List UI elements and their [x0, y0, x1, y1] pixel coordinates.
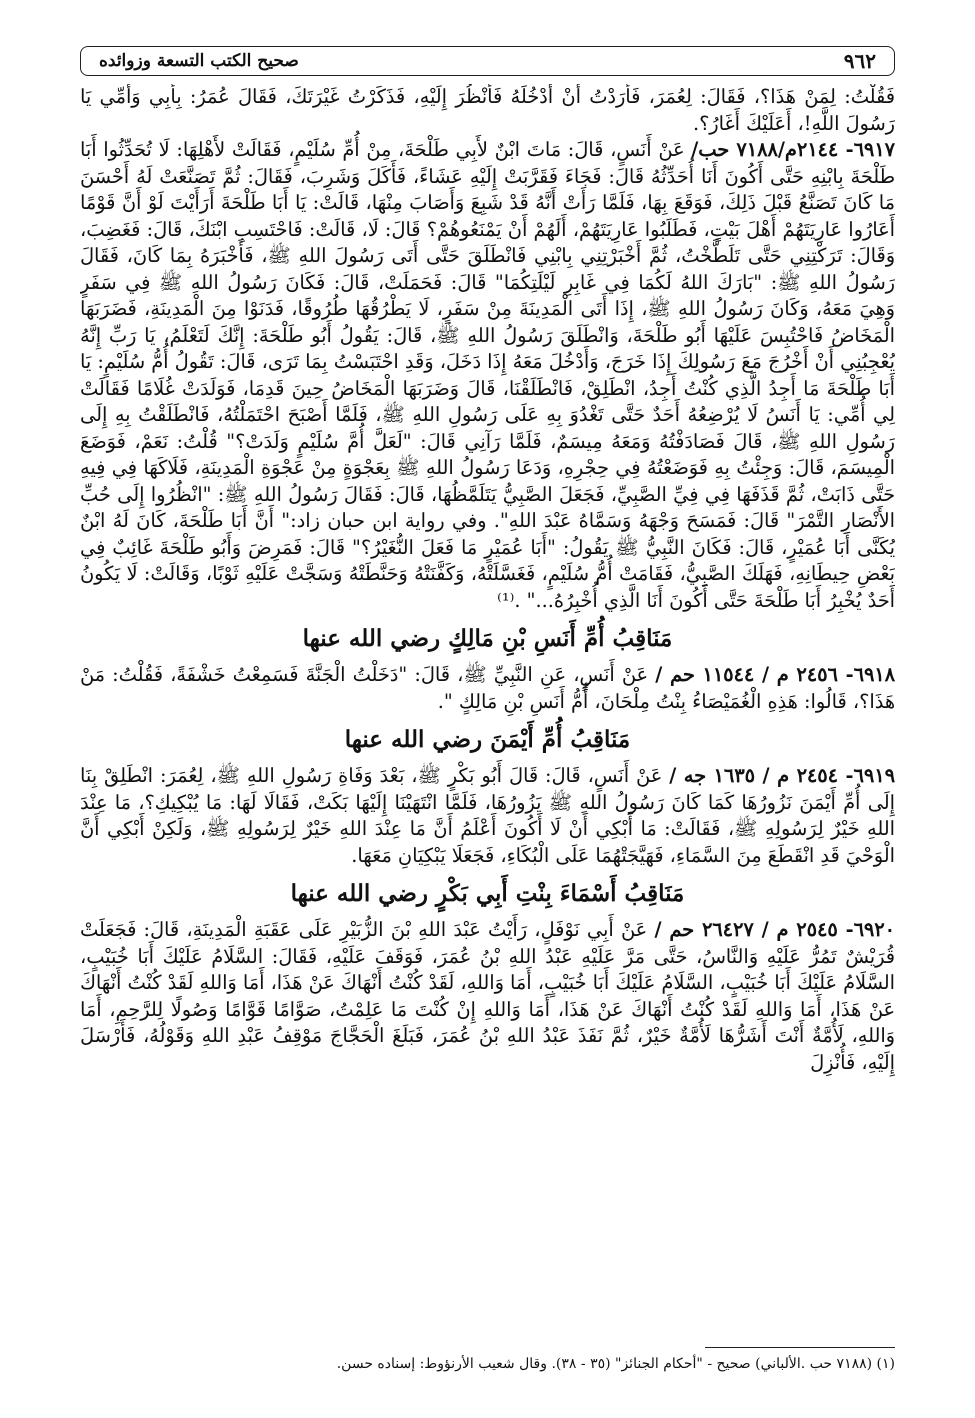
page-content [80, 84, 895, 1324]
hadith-6917 [80, 137, 895, 614]
page-number: ٩٦٢ [843, 49, 876, 73]
section-heading-asma: مَنَاقِبُ أَسْمَاءَ بِنْتِ أَبِي بَكْرٍ رضي الله عنها [290, 880, 685, 907]
hadith-6919-id: ٦٩١٩- ٢٤٥٤ م / ١٦٣٥ جه / [669, 764, 895, 787]
hadith-6917-id: ٦٩١٧- ٢١٤٤م/٧١٨٨ حب/ [691, 138, 895, 161]
hadith-6918-text: عَنْ أَنَسٍ، عَنِ النَّبِيِّ ﷺ، قَالَ: "دَخَلْتُ الْجَنَّةَ فَسَمِعْتُ خَشْفَةً، فَقُلْتُ: مَنْ هَذَا؟، قَالُوا: هَذِهِ الْغُمَيْصَاءُ بِنْتُ مِلْحَانَ، أُمُّ أَنَسِ بْنِ مَالِكٍ ". [80, 663, 895, 713]
hadith-6919 [80, 763, 895, 869]
section-heading-umm-anas: مَنَاقِبُ أُمِّ أَنَسِ بْنِ مَالِكٍ رضي الله عنها [302, 625, 673, 652]
hadith-prev-end-text: فَقُلْتُ: لِمَنْ هَذَا؟، فَقَالَ: لِعُمَرَ، فَأَرَدْتُ أَنْ أَدْخُلَهُ فَأَنْظُرَ إِلَيْهِ، فَذَكَرْتُ غَيْرَتَكَ، فَقَالَ عُمَرُ: بِأَبِي وَأُمِّي يَا رَسُولَ اللَّهِ!، أَعَلَيْكَ أَغَارُ؟. [80, 85, 895, 135]
page-header [80, 46, 895, 76]
hadith-6917-text: عَنْ أَنَسٍ، قَالَ: مَاتَ ابْنٌ لأَبِي طَلْحَةَ، مِنْ أُمِّ سُلَيْمٍ، فَقَالَتْ لأَهْلِهَا: لَا تُحَدِّثُوا أَبَا طَلْحَةَ بِابْنِهِ حَتَّى أَكُونَ أَنَا أُحَدِّثُهُ قَالَ: فَجَاءَ فَقَرَّبَتْ إِلَيْهِ عَشَاءً، فَأَكَلَ وَشَرِبَ، فَقَالَ: ثُمَّ تَصَنَّعَتْ لَهُ أَحْسَنَ مَا كَانَ تَصَنَّعُ قَبْلَ ذَلِكَ، فَوَقَعَ بِهَا، فَلَمَّا رَأَتْ أَنَّهُ قَدْ شَبِعَ وَأَصَابَ مِنْهَا، قَالَتْ: يَا أَبَا طَلْحَةَ أَرَأَيْتَ لَوْ أَنَّ قَوْمًا أَعَارُوا عَارِيَتَهُمْ أَهْلَ بَيْتٍ، فَطَلَبُوا عَارِيَتَهُمْ، أَلَهُمْ أَنْ يَمْنَعُوهُمْ؟ قَالَ: لَا، قَالَتْ: فَاحْتَسِبِ ابْنَكَ، قَالَ: فَغَضِبَ، وَقَالَ: تَرَكْتِنِي حَتَّى تَلَطَّخْتُ، ثُمَّ أَخْبَرْتِنِي بِابْنِي فَانْطَلَقَ حَتَّى أَتَى رَسُولَ اللهِ ﷺ، فَأَخْبَرَهُ بِمَا كَانَ، فَقَالَ رَسُولُ اللهِ ﷺ: "بَارَكَ اللهُ لَكُمَا فِي غَابِرِ لَيْلَتِكُمَا" قَالَ: فَحَمَلَتْ، قَالَ: فَكَانَ رَسُولُ اللهِ ﷺ فِي سَفَرٍ وَهِيَ مَعَهُ، وَكَانَ رَسُولُ اللهِ ﷺ، إِذَا أَتَى الْمَدِينَةَ مِنْ سَفَرٍ، لَا يَطْرُقُهَا طُرُوقًا، فَدَنَوْا مِنَ الْمَدِينَةِ، فَضَرَبَهَا الْمَخَاضُ فَاحْتُبِسَ عَلَيْهَا أَبُو طَلْحَةَ، وَانْطَلَقَ رَسُولُ اللهِ ﷺ، قَالَ: يَقُولُ أَبُو طَلْحَةَ: إِنَّكَ لَتَعْلَمُ، يَا رَبِّ إِنَّهُ يُعْجِبُنِي أَنْ أَخْرُجَ مَعَ رَسُولِكَ إِذَا خَرَجَ، وَأَدْخُلَ مَعَهُ إِذَا دَخَلَ، وَقَدِ احْتَبَسْتُ بِمَا تَرَى، قَالَ: تَقُولُ أُمُّ سُلَيْمٍ: يَا أَبَا طَلْحَةَ مَا أَجِدُ الَّذِي كُنْتُ أَجِدُ، انْطَلِقْ، فَانْطَلَقْنَا، قَالَ وَضَرَبَهَا الْمَخَاضُ حِينَ قَدِمَا، فَوَلَدَتْ غُلَامًا فَقَالَتْ لِي أُمِّي: يَا أَنَسُ لَا يُرْضِعُهُ أَحَدٌ حَتَّى تَغْدُوَ بِهِ عَلَى رَسُولِ اللهِ ﷺ، فَلَمَّا أَصْبَحَ احْتَمَلْتُهُ، فَانْطَلَقْتُ بِهِ إِلَى رَسُولِ اللهِ ﷺ، قَالَ فَصَادَفْتُهُ وَمَعَهُ مِيسَمٌ، فَلَمَّا رَآنِي قَالَ: "لَعَلَّ أُمَّ سُلَيْمٍ وَلَدَتْ؟" قُلْتُ: نَعَمْ، فَوَضَعَ الْمِيسَمَ، قَالَ: وَجِئْتُ بِهِ فَوَضَعْتُهُ فِي حِجْرِهِ، وَدَعَا رَسُولُ اللهِ ﷺ بِعَجْوَةٍ مِنْ عَجْوَةِ الْمَدِينَةِ، فَلَاكَهَا فِي فِيهِ حَتَّى ذَابَتْ، ثُمَّ قَذَفَهَا فِي فِيِّ الصَّبِيِّ، فَجَعَلَ الصَّبِيُّ يَتَلَمَّظُهَا، قَالَ: فَقَالَ رَسُولُ اللهِ ﷺ: "انْظُرُوا إِلَى حُبِّ الأَنْصَارِ التَّمْرَ" قَالَ: فَمَسَحَ وَجْهَهُ وَسَمَّاهُ عَبْدَ اللهِ". وفي رواية ابن حبان زاد:" أَنَّ أَبَا طَلْحَةَ، كَانَ لَهُ ابْنٌ يُكَنَّى أَبَا عُمَيْرٍ، قَالَ: فَكَانَ النَّبِيُّ ﷺ يَقُولُ: "أَبَا عُمَيْرٍ مَا فَعَلَ النُّغَيْرُ؟" قَالَ: فَمَرِضَ وَأَبُو طَلْحَةَ غَائِبٌ فِي بَعْضِ حِيطَانِهِ، فَهَلَكَ الصَّبِيُّ، فَقَامَتْ أُمُّ سُلَيْمٍ، فَغَسَّلَتْهُ، وَكَفَّنَتْهُ وَحَنَّطَتْهُ وَسَجَّتْ عَلَيْهِ ثَوْبًا، وَقَالَتْ: لَا يَكُونُ أَحَدٌ يُخْبِرُ أَبَا طَلْحَةَ حَتَّى أَكُونَ أَنَا الَّذِي أُخْبِرُهُ..." .⁽¹⁾ [80, 138, 895, 612]
footnote-divider [705, 1347, 895, 1348]
section-heading-umm-ayman: مَنَاقِبُ أُمِّ أَيْمَنَ رضي الله عنها [344, 726, 631, 753]
book-title: صحيح الكتب التسعة وزوائده [99, 51, 299, 71]
hadith-6920 [80, 917, 895, 1076]
footnote: (١) (٧١٨٨ حب .الألباني) صحيح - "أحكام الجنائز" (٣٥ - ٣٨). وقال شعيب الأرنؤوط: إسناده حسن. [336, 1356, 895, 1372]
hadith-prev-end [80, 84, 895, 137]
hadith-6920-text: عَنْ أَبِي نَوْفَلٍ، رَأَيْتُ عَبْدَ اللهِ بْنَ الزُّبَيْرِ عَلَى عَقَبَةِ الْمَدِينَةِ، قَالَ: فَجَعَلَتْ قُرَيْشٌ تَمُرُّ عَلَيْهِ وَالنَّاسُ، حَتَّى مَرَّ عَلَيْهِ عَبْدُ اللهِ بْنُ عُمَرَ، فَوَقَفَ عَلَيْهِ، فَقَالَ: السَّلَامُ عَلَيْكَ أَبَا خُبَيْبٍ، السَّلَامُ عَلَيْكَ أَبَا خُبَيْبٍ، السَّلَامُ عَلَيْكَ أَبَا خُبَيْبٍ، أَمَا وَاللهِ، لَقَدْ كُنْتُ أَنْهَاكَ عَنْ هَذَا، أَمَا وَاللهِ لَقَدْ كُنْتُ أَنْهَاكَ عَنْ هَذَا، أَمَا وَاللهِ لَقَدْ كُنْتُ أَنْهَاكَ عَنْ هَذَا، أَمَا وَاللهِ إِنْ كُنْتَ مَا عَلِمْتُ، صَوَّامًا قَوَّامًا وَصُولًا لِلرَّحِمِ، أَمَا وَاللهِ، لَأُمَّةٌ أَنْتَ أَشَرُّهَا لَأُمَّةٌ خَيْرٌ، ثُمَّ نَفَذَ عَبْدُ اللهِ بْنُ عُمَرَ، فَبَلَغَ الْحَجَّاجَ مَوْقِفُ عَبْدِ اللهِ وَقَوْلُهُ، فَأَرْسَلَ إِلَيْهِ، فَأُنْزِلَ [80, 918, 895, 1074]
hadith-6918-id: ٦٩١٨- ٢٤٥٦ م / ١١٥٤٤ حم / [655, 663, 895, 686]
hadith-6920-id: ٦٩٢٠- ٢٥٤٥ م / ٢٦٤٢٧ حم / [654, 918, 895, 941]
hadith-6918 [80, 662, 895, 715]
hadith-6919-text: عَنْ أَنَسٍ، قَالَ: قَالَ أَبُو بَكْرٍ ﷺ، بَعْدَ وَفَاةِ رَسُولِ اللهِ ﷺ، لِعُمَرَ: انْطَلِقْ بِنَا إِلَى أُمِّ أَيْمَنَ نَزُورُهَا كَمَا كَانَ رَسُولُ اللهِ ﷺ يَزُورُهَا، فَلَمَّا انْتَهَيْنَا إِلَيْهَا بَكَتْ، فَقَالَا لَهَا: مَا يُبْكِيكِ؟، مَا عِنْدَ اللهِ خَيْرٌ لِرَسُولِهِ ﷺ، فَقَالَتْ: مَا أَبْكِي أَنْ لَا أَكُونَ أَعْلَمُ أَنَّ مَا عِنْدَ اللهِ خَيْرٌ لِرَسُولِهِ ﷺ، وَلَكِنْ أَبْكِي أَنَّ الْوَحْيَ قَدِ انْقَطَعَ مِنَ السَّمَاءِ، فَهَيَّجَتْهُمَا عَلَى الْبُكَاءِ، فَجَعَلَا يَبْكِيَانِ مَعَهَا. [80, 764, 895, 867]
